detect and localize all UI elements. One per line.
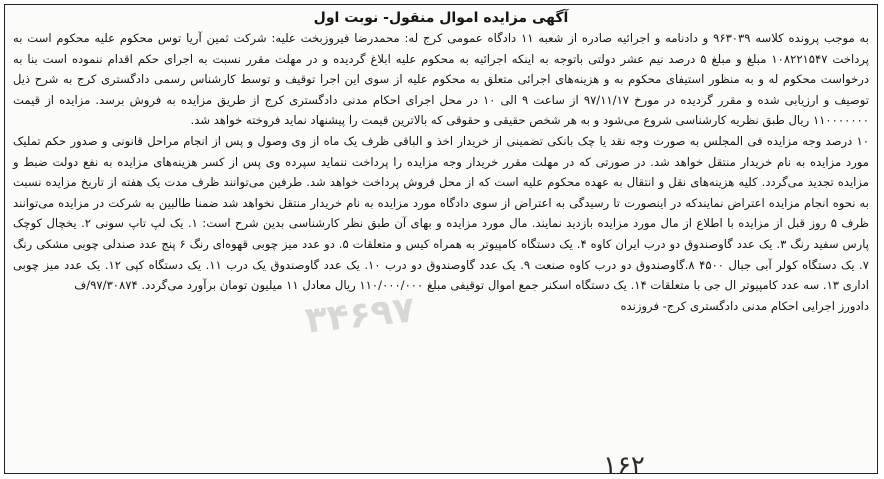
handwritten-number: ۱۶۲ — [603, 451, 645, 474]
notice-signature: دادورز اجرایی احکام مدنی دادگستری کرج- فروزنده — [620, 298, 869, 313]
notice-paragraph-2: ۱۰ درصد وجه مزایده فی المجلس به صورت وجه نقد یا چک بانکی تضمینی از خریدار اخذ و الباقی ظرف یک ماه از وی وصول و پس از انجام مراحل قانونی و صدور حکم تملیک مورد مزایده به نام خریدار منتقل خواهد شد. در صورتی که در مهلت مقرر خریدار وجه مزایده را پرداخت ننماید سپرده وی پس از کسر هزینه‌های مزایده به نفع دولت ضبط و مزایده تجدید می‌گردد. کلیه هزینه‌های نقل و انتقال به عهده محکوم علیه است که از محل فروش پرداخت خواهد شد. طرفین می‌توانند ظرف مدت یک هفته از تاریخ مزایده نسبت به نحوه انجام مزایده اعتراض نمایندکه در اینصورت تا رسیدگی به اعتراض از سوی دادگاه مورد مزایده به نام خریدار منتقل نخواهد شد ضمنا طالبین به شرکت در مزایده می‌توانند ظرف ۵ روز قبل از مزایده با اطلاع از مال مورد مزایده بازدید نمایند. مال مورد مزایده و بهای آن طبق نظر کارشناسی بدین شرح است: ۱. یک لپ تاپ سونی ۲. یخچال کوچک پارس سفید رنگ ۳. یک عدد گاوصندوق دو درب ایران کاوه ۴. یک دستگاه کامپیوتر به همراه کیس و متعلقات ۵. دو عدد میز چوبی قهوه‌ای رنگ ۶ پنج عدد صندلی چوبی مشکی رنگ ۷. یک دستگاه کولر آبی جبال ۴۵۰۰ ۸.گاوصندوق دو درب کاوه صنعت ۹. یک عدد گاوصندوق دو درب ۱۰. یک عدد گاوصندوق یک درب ۱۱. یک دستگاه کپی ۱۲. یک عدد میز چوبی اداری ۱۳. سه عدد کامپیوتر ال جی با متعلقات ۱۴. یک دستگاه اسکنر جمع اموال توقیفی مبلغ ۱۱۰/۰۰۰/۰۰۰ ریال معادل ۱۱ میلیون تومان برآورد می‌گردد. ۹۷/۳۰۸۷۴/ف — [13, 133, 870, 293]
faded-stamp: ۳۴۶۹۷ — [303, 289, 417, 342]
notice-body — [5, 28, 877, 296]
notice-paragraph-1: به موجب پرونده کلاسه ۹۶۳۰۳۹ و دادنامه و اجرائیه صادره از شعبه ۱۱ دادگاه عمومی کرج له: محمدرضا فیروزبخت علیه: شرکت ثمین آریا توس محکوم علیه محکوم است به پرداخت ۱۰۸۲۲۱۵۴۷ مبلغ و مبلغ ۵ درصد نیم عشر دولتی باتوجه به اینکه اجرائیه به محکوم علیه ابلاغ گردیده و در مهلت مقرر نسبت به اجرای حکم اقدام ننموده است بنا به درخواست محکوم له و به منظور استیفای محکوم به و هزینه‌های اجرائی متعلق به محکوم علیه از سوی این اجرا توقیف و توسط کارشناس رسمی دادگستری کرج به شرح ذیل توصیف و ارزیابی شده و مقرر گردیده در مورخ ۹۷/۱۱/۱۷ از ساعت ۹ الی ۱۰ در محل اجرای احکام مدنی دادگستری کرج از طریق مزایده به فروش برسد. مزایده از قیمت ۱۱۰۰۰۰۰۰۰ ریال طبق نظریه کارشناسی شروع می‌شود و به هر شخص حقیقی و حقوقی که بالاترین قیمت را پیشنهاد نماید فروخته خواهد شد. — [13, 31, 869, 128]
notice-title: آگهی مزایده اموال منقول- نوبت اول — [313, 10, 569, 26]
auction-notice — [4, 4, 878, 474]
